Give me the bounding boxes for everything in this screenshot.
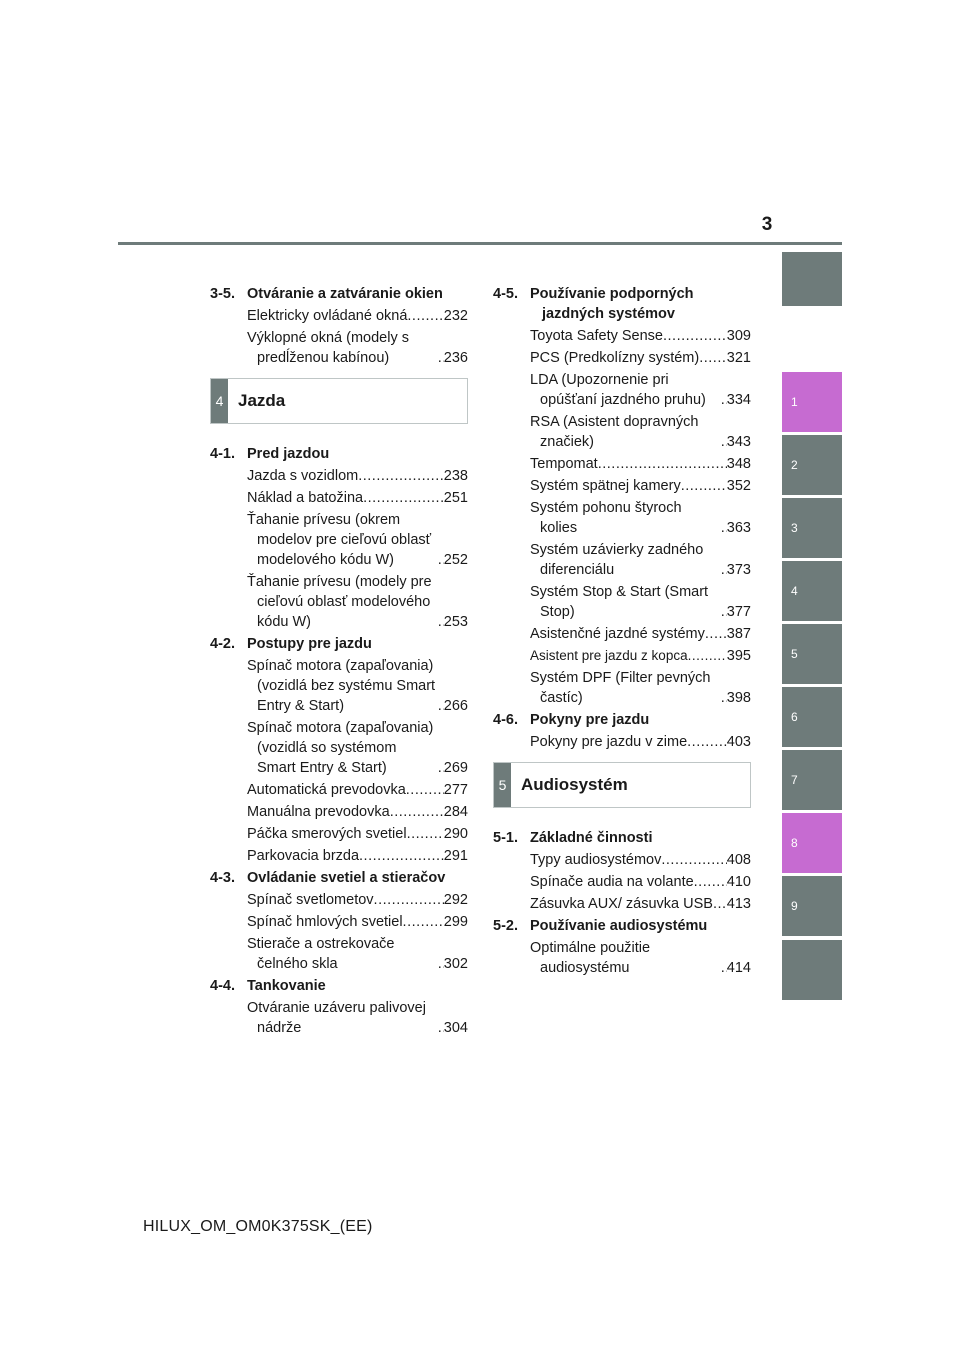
toc-section-5-1: 5-1. Základné činnosti: [493, 830, 653, 846]
toc-section-3-5: 3-5. Otváranie a zatváranie okien: [210, 286, 443, 302]
toc-entry[interactable]: Spínač hmlových svetiel ..... 299: [247, 912, 468, 932]
chapter-tab-label: 3: [791, 521, 798, 535]
chapter-tab-top[interactable]: [782, 252, 842, 306]
chapter-tab-label: 4: [791, 584, 798, 598]
toc-section-5-2: 5-2. Používanie audiosystému: [493, 918, 708, 934]
toc-entry[interactable]: Výklopné okná (modely s predĺženou kabínou) ..... 236: [247, 328, 468, 368]
chapter-tab-6[interactable]: [782, 687, 842, 747]
toc-entry[interactable]: PCS (Predkolízny systém) ..... 321: [530, 348, 751, 368]
toc-entry[interactable]: Asistenčné jazdné systémy ..... 387: [530, 624, 751, 644]
toc-section-4-2: 4-2. Postupy pre jazdu: [210, 636, 372, 652]
toc-entry[interactable]: Systém DPF (Filter pevných častíc) ..... 398: [530, 668, 751, 708]
chapter-tab-4[interactable]: [782, 561, 842, 621]
page-number: 3: [761, 214, 773, 235]
toc-section-4-1: 4-1. Pred jazdou: [210, 446, 330, 462]
chapter-heading-5: 5 Audiosystém: [493, 762, 751, 808]
toc-entry[interactable]: Ťahanie prívesu (modely pre cieľovú oblasť modelového kódu W) ..... 253: [247, 572, 468, 632]
toc-entry[interactable]: Systém uzávierky zadného diferenciálu ..... 373: [530, 540, 751, 580]
toc-entry[interactable]: Systém Stop & Start (Smart Stop) ..... 377: [530, 582, 751, 622]
chapter-tab-label: 2: [791, 458, 798, 472]
toc-entry[interactable]: Otváranie uzáveru palivovej nádrže ..... 304: [247, 998, 468, 1038]
chapter-tab-3[interactable]: [782, 498, 842, 558]
toc-entry[interactable]: Tempomat ..... 348: [530, 454, 751, 474]
toc-section-4-3: 4-3. Ovládanie svetiel a stieračov: [210, 870, 446, 886]
toc-entry[interactable]: Asistent pre jazdu z kopca ..... 395: [530, 646, 751, 666]
header-rule: [118, 242, 842, 245]
toc-entry[interactable]: Toyota Safety Sense ..... 309: [530, 326, 751, 346]
toc-entry[interactable]: Jazda s vozidlom ..... 238: [247, 466, 468, 486]
document-code-footer: HILUX_OM_OM0K375SK_(EE): [143, 1218, 373, 1235]
toc-entry[interactable]: Spínač motora (zapaľovania) (vozidlá so systémom Smart Entry & Start) ..... 269: [247, 718, 468, 778]
chapter-tab-9[interactable]: [782, 876, 842, 936]
toc-entry[interactable]: Optimálne použitie audiosystému ..... 414: [530, 938, 751, 978]
toc-entry[interactable]: Zásuvka AUX/ zásuvka USB ..... 413: [530, 894, 751, 914]
toc-entry[interactable]: LDA (Upozornenie pri opúšťaní jazdného pruhu) ..... 334: [530, 370, 751, 410]
toc-entry[interactable]: Páčka smerových svetiel ..... 290: [247, 824, 468, 844]
chapter-heading-4: 4 Jazda: [210, 378, 468, 424]
toc-entry[interactable]: Spínač motora (zapaľovania) (vozidlá bez systému Smart Entry & Start) ..... 266: [247, 656, 468, 716]
chapter-tab-label: 6: [791, 710, 798, 724]
toc-entry[interactable]: Elektricky ovládané okná ..... 232: [247, 306, 468, 326]
chapter-tab-2[interactable]: [782, 435, 842, 495]
chapter-tab-label: 5: [791, 647, 798, 661]
toc-entry[interactable]: Parkovacia brzda ..... 291: [247, 846, 468, 866]
toc-entry[interactable]: Manuálna prevodovka ..... 284: [247, 802, 468, 822]
toc-entry[interactable]: Systém spätnej kamery ..... 352: [530, 476, 751, 496]
chapter-tab-7[interactable]: [782, 750, 842, 810]
toc-section-4-6: 4-6. Pokyny pre jazdu: [493, 712, 650, 728]
toc-entry[interactable]: Spínače audia na volante ..... 410: [530, 872, 751, 892]
toc-entry[interactable]: Ťahanie prívesu (okrem modelov pre cieľovú oblasť modelového kódu W) ..... 252: [247, 510, 468, 570]
toc-section-4-4: 4-4. Tankovanie: [210, 978, 326, 994]
toc-entry[interactable]: Typy audiosystémov ..... 408: [530, 850, 751, 870]
toc-section-4-5: 4-5. Používanie podporných jazdných systémov: [493, 286, 694, 322]
chapter-tab-5[interactable]: [782, 624, 842, 684]
toc-entry[interactable]: Náklad a batožina ..... 251: [247, 488, 468, 508]
toc-entry[interactable]: Systém pohonu štyroch kolies ..... 363: [530, 498, 751, 538]
chapter-tab-1[interactable]: [782, 372, 842, 432]
toc-entry[interactable]: RSA (Asistent dopravných značiek) ..... 343: [530, 412, 751, 452]
toc-entry[interactable]: Spínač svetlometov ..... 292: [247, 890, 468, 910]
toc-entry[interactable]: Pokyny pre jazdu v zime ..... 403: [530, 732, 751, 752]
toc-left-column: [210, 284, 468, 1040]
chapter-tab-label: 9: [791, 899, 798, 913]
chapter-tab-label: 7: [791, 773, 798, 787]
chapter-tab-label: 8: [791, 836, 798, 850]
toc-entry[interactable]: Automatická prevodovka ..... 277: [247, 780, 468, 800]
chapter-tab-8[interactable]: [782, 813, 842, 873]
toc-entry[interactable]: Stierače a ostrekovače čelného skla ..... 302: [247, 934, 468, 974]
toc-right-column: [493, 284, 751, 980]
chapter-tab-bottom[interactable]: [782, 940, 842, 1000]
chapter-tab-label: 1: [791, 395, 798, 409]
